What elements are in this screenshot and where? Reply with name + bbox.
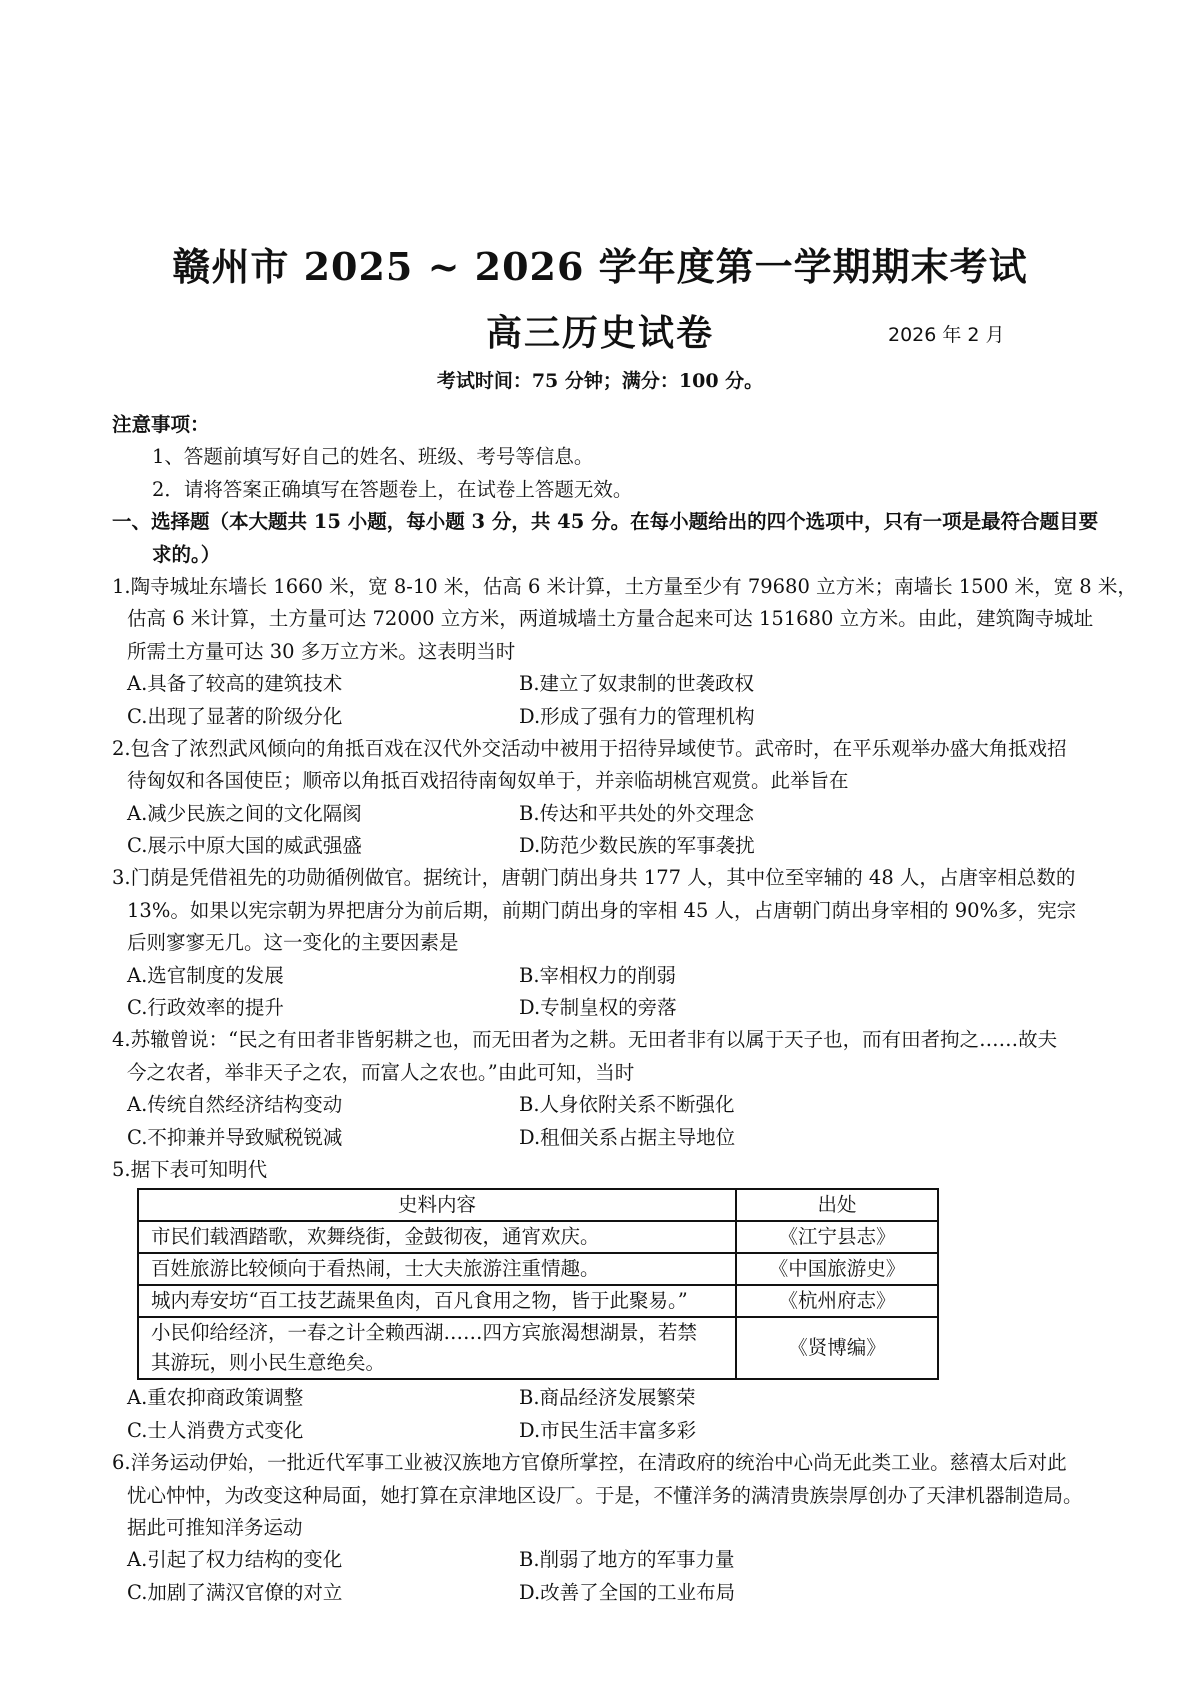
question-stem: 所需土方量可达 30 多万立方米。这表明当时: [127, 639, 516, 663]
table-header-content: 史料内容: [138, 1189, 736, 1221]
notice-item: 2．请将答案正确填写在答题卷上，在试卷上答题无效。: [152, 477, 633, 501]
table-cell-source: 《江宁县志》: [736, 1221, 938, 1253]
option-a[interactable]: A.具备了较高的建筑技术: [127, 672, 343, 696]
table-row: [138, 1253, 938, 1285]
table-row: [138, 1317, 938, 1379]
table-cell-source: 《贤博编》: [736, 1317, 938, 1379]
option-b[interactable]: B.宰相权力的削弱: [519, 963, 677, 987]
question-4: [112, 1024, 1148, 1154]
options-row: [112, 1122, 1148, 1154]
section-title: 一、选择题（本大题共 15 小题，每小题 3 分，共 45 分。在每小题给出的四个选项中，只有一项是最符合题目要: [112, 510, 1099, 534]
option-d[interactable]: D.防范少数民族的军事袭扰: [519, 834, 755, 858]
question-2: [112, 733, 1148, 863]
option-b[interactable]: B.削弱了地方的军事力量: [519, 1548, 735, 1572]
options-row: [112, 1577, 1148, 1609]
options-row: [112, 668, 1148, 700]
question-5: [112, 1154, 1148, 1447]
options-row: [112, 960, 1148, 992]
notice-title: 注意事项：: [112, 413, 210, 436]
exam-subtitle: 高三历史试卷: [485, 312, 714, 354]
table-cell-content: 城内寿安坊“百工技艺蔬果鱼肉，百凡食用之物，皆于此聚易。”: [138, 1285, 736, 1317]
table-cell-line: 小民仰给经济，一春之计全赖西湖……四方宾旅渴想湖景，若禁: [151, 1321, 698, 1345]
exam-body: [112, 409, 1148, 1609]
exam-date: 2026 年 2 月: [888, 324, 1005, 346]
options-row: [112, 992, 1148, 1024]
notice-item: 1、答题前填写好自己的姓名、班级、考号等信息。: [152, 445, 594, 469]
question-6: [112, 1447, 1148, 1609]
question-stem: 2.包含了浓烈武风倾向的角抵百戏在汉代外交活动中被用于招待异域使节。武帝时，在平乐观举办盛大角抵戏招: [112, 736, 1067, 760]
table-row: [138, 1285, 938, 1317]
table-header-row: [138, 1189, 938, 1221]
option-c[interactable]: C.出现了显著的阶级分化: [127, 704, 343, 728]
option-d[interactable]: D.专制皇权的旁落: [519, 996, 677, 1020]
option-a[interactable]: A.选官制度的发展: [127, 963, 284, 987]
table-cell-source: 《中国旅游史》: [736, 1253, 938, 1285]
table-cell-source: 《杭州府志》: [736, 1285, 938, 1317]
options-row: [112, 1382, 1148, 1414]
option-b[interactable]: B.传达和平共处的外交理念: [519, 801, 755, 825]
option-b[interactable]: B.人身依附关系不断强化: [519, 1093, 735, 1117]
option-c[interactable]: C.展示中原大国的威武强盛: [127, 834, 362, 858]
options-row: [112, 1415, 1148, 1447]
exam-title: 赣州市 2025 ~ 2026 学年度第一学期期末考试: [172, 244, 1028, 289]
question-stem: 4.苏辙曾说：“民之有田者非皆躬耕之也，而无田者为之耕。无田者非有以属于天子也，而有田者拘之……故夫: [112, 1028, 1058, 1052]
question-3: [112, 862, 1148, 1024]
option-c[interactable]: C.行政效率的提升: [127, 996, 284, 1020]
option-b[interactable]: B.商品经济发展繁荣: [519, 1386, 696, 1410]
option-a[interactable]: A.引起了权力结构的变化: [127, 1548, 343, 1572]
question-stem: 忧心忡忡，为改变这种局面，她打算在京津地区设厂。于是，不懂洋务的满清贵族崇厚创办了天津机器制造局。: [127, 1483, 1083, 1507]
question-stem: 后则寥寥无几。这一变化的主要因素是: [127, 931, 459, 955]
question-stem: 1.陶寺城址东墙长 1660 米，宽 8-10 米，估高 6 米计算，土方量至少有 79680 立方米；南墙长 1500 米，宽 8 米，: [112, 574, 1137, 598]
exam-time-score: 考试时间：75 分钟；满分：100 分。: [436, 370, 764, 392]
options-row: [112, 798, 1148, 830]
option-c[interactable]: C.加剧了满汉官僚的对立: [127, 1580, 343, 1604]
option-d[interactable]: D.改善了全国的工业布局: [519, 1580, 736, 1604]
option-c[interactable]: C.不抑兼并导致赋税锐减: [127, 1125, 343, 1149]
question-stem: 3.门荫是凭借祖先的功勋循例做官。据统计，唐朝门荫出身共 177 人，其中位至宰辅的 48 人，占唐宰相总数的: [112, 866, 1076, 890]
table-cell-content: 百姓旅游比较倾向于看热闹，士大夫旅游注重情趣。: [138, 1253, 736, 1285]
question-1: [112, 571, 1148, 733]
options-row: [112, 1544, 1148, 1576]
option-a[interactable]: A.重农抑商政策调整: [127, 1386, 304, 1410]
question-stem: 6.洋务运动伊始，一批近代军事工业被汉族地方官僚所掌控，在清政府的统治中心尚无此类工业。慈禧太后对此: [112, 1451, 1067, 1475]
source-table: [137, 1188, 939, 1380]
table-cell-line: 其游玩，则小民生意绝矣。: [151, 1351, 386, 1375]
table-cell-content: [138, 1317, 736, 1379]
table-header-source: 出处: [736, 1189, 938, 1221]
option-c[interactable]: C.士人消费方式变化: [127, 1418, 304, 1442]
option-a[interactable]: A.传统自然经济结构变动: [127, 1093, 343, 1117]
question-stem: 据此可推知洋务运动: [127, 1515, 303, 1539]
section-title-cont: 求的。）: [152, 542, 221, 566]
option-a[interactable]: A.减少民族之间的文化隔阂: [127, 801, 362, 825]
options-row: [112, 830, 1148, 862]
options-row: [112, 1089, 1148, 1121]
table-row: [138, 1221, 938, 1253]
question-stem: 待匈奴和各国使臣；顺帝以角抵百戏招待南匈奴单于，并亲临胡桃宫观赏。此举旨在: [127, 769, 849, 793]
question-stem: 估高 6 米计算，土方量可达 72000 立方米，两道城墙土方量合起来可达 151680 立方米。由此，建筑陶寺城址: [127, 607, 1094, 631]
option-d[interactable]: D.形成了强有力的管理机构: [519, 704, 755, 728]
options-row: [112, 701, 1148, 733]
question-stem: 今之农者，举非天子之农，而富人之农也。”由此可知，当时: [127, 1060, 635, 1084]
question-stem: 13%。如果以宪宗朝为界把唐分为前后期，前期门荫出身的宰相 45 人，占唐朝门荫出身宰相的 90%多，宪宗: [127, 898, 1077, 922]
table-cell-content: 市民们载酒踏歌，欢舞绕街，金鼓彻夜，通宵欢庆。: [138, 1221, 736, 1253]
question-stem: 5.据下表可知明代: [112, 1157, 268, 1181]
option-d[interactable]: D.市民生活丰富多彩: [519, 1418, 697, 1442]
option-d[interactable]: D.租佃关系占据主导地位: [519, 1125, 736, 1149]
option-b[interactable]: B.建立了奴隶制的世袭政权: [519, 672, 755, 696]
